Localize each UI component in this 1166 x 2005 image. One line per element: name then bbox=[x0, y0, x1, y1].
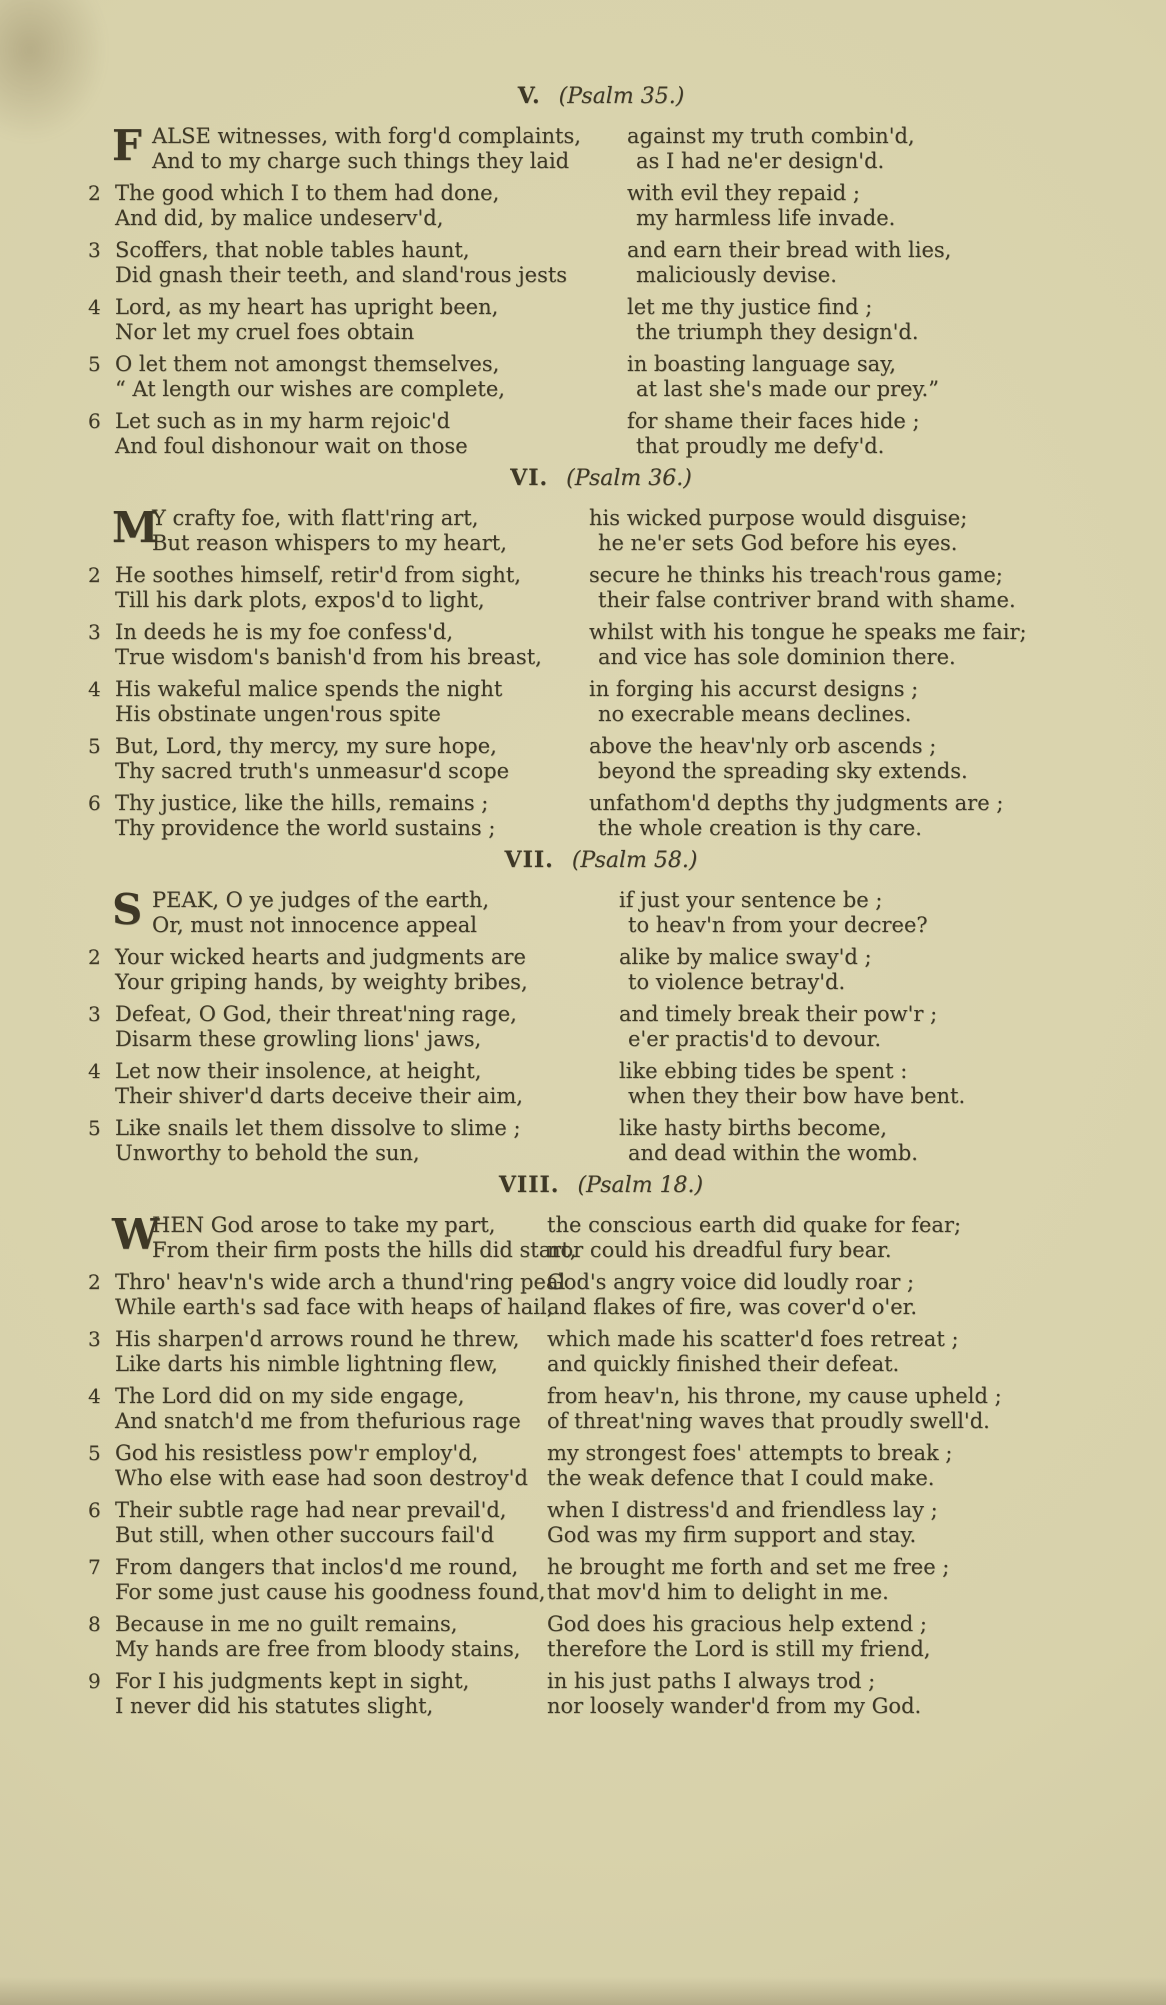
verse-line: In deeds he is my foe confess'd, bbox=[115, 620, 454, 644]
verse-line: at last she's made our prey.” bbox=[636, 377, 939, 401]
line-left-half: I never did his statutes slight, bbox=[115, 1694, 434, 1718]
verse-row bbox=[88, 352, 1114, 402]
line-left-half: Thro' heav'n's wide arch a thund'ring peal bbox=[115, 1270, 566, 1294]
verse-number: 4 bbox=[88, 295, 101, 319]
verse-right-column bbox=[575, 1059, 1114, 1109]
verse-line: Or, must not innocence appeal bbox=[152, 913, 477, 937]
verse-right-column bbox=[575, 888, 1114, 938]
verse-right-column bbox=[575, 945, 1114, 995]
verse-left-column bbox=[115, 677, 575, 727]
line-right-half: God's angry voice did loudly roar ; bbox=[547, 1270, 915, 1294]
verse-number bbox=[88, 506, 115, 556]
verse-line: And did, by malice undeserv'd, bbox=[115, 206, 444, 230]
verse-left-column bbox=[115, 1116, 575, 1166]
verse-line: my harmless life invade. bbox=[636, 206, 896, 230]
verse-line bbox=[115, 1637, 1114, 1662]
verse-left-column bbox=[115, 620, 575, 670]
verse-row bbox=[88, 1555, 1114, 1605]
verse-lines bbox=[115, 1612, 1114, 1662]
verse-line: their false contriver brand with shame. bbox=[598, 588, 1016, 612]
section-numeral: VII. bbox=[504, 847, 554, 873]
verse-right-column bbox=[575, 181, 1114, 231]
verse-row bbox=[88, 121, 1114, 174]
verse-line: But reason whispers to my heart, bbox=[152, 531, 507, 555]
verse-row bbox=[88, 1059, 1114, 1109]
verse-lines bbox=[115, 1555, 1114, 1605]
verse-line: Your wicked hearts and judgments are bbox=[115, 945, 526, 969]
line-left-half: His sharpen'd arrows round he threw, bbox=[115, 1327, 520, 1351]
verse-number: 2 bbox=[88, 945, 101, 969]
verse-line: Let such as in my harm rejoic'd bbox=[115, 409, 451, 433]
verse-line bbox=[115, 1498, 1114, 1523]
drop-cap: F bbox=[112, 121, 142, 170]
verse-line: no execrable means declines. bbox=[598, 702, 912, 726]
verse-line: secure he thinks his treach'rous game; bbox=[589, 563, 1003, 587]
verse-number: 8 bbox=[88, 1612, 101, 1636]
verse-line: And foul dishonour wait on those bbox=[115, 434, 468, 458]
verse-line: beyond the spreading sky extends. bbox=[598, 759, 968, 783]
verse-row bbox=[88, 503, 1114, 556]
verse-line: ALSE witnesses, with forg'd complaints, bbox=[152, 124, 581, 148]
verse-line: that proudly me defy'd. bbox=[636, 434, 885, 458]
section-numeral: VIII. bbox=[498, 1172, 560, 1198]
line-left-half: HEN God arose to take my part, bbox=[152, 1213, 496, 1237]
verse-left-column bbox=[115, 563, 575, 613]
verse-lines bbox=[115, 1270, 1114, 1320]
verse-number: 9 bbox=[88, 1669, 101, 1693]
psalm-section-vi bbox=[88, 466, 1114, 841]
verse-left-column bbox=[115, 409, 575, 459]
verse-right-column bbox=[575, 124, 1114, 174]
verse-line: for shame their faces hide ; bbox=[627, 409, 920, 433]
verse-line: e'er practis'd to devour. bbox=[628, 1027, 881, 1051]
verse-left-column bbox=[112, 885, 575, 938]
verse-line: in boasting language say, bbox=[627, 352, 896, 376]
verse-number: 5 bbox=[88, 734, 101, 758]
verse-line: Like snails let them dissolve to slime ; bbox=[115, 1116, 521, 1140]
verse-row bbox=[88, 791, 1114, 841]
verse-line: when they their bow have bent. bbox=[628, 1084, 966, 1108]
verse-line bbox=[115, 1694, 1114, 1719]
verse-line: like hasty births become, bbox=[619, 1116, 887, 1140]
verse-line bbox=[115, 1523, 1114, 1548]
verse-left-column bbox=[112, 503, 575, 556]
verse-line: and earn their bread with lies, bbox=[627, 238, 952, 262]
verse-line bbox=[115, 1612, 1114, 1637]
verse-line: Thy providence the world sustains ; bbox=[115, 816, 496, 840]
verse-left-column bbox=[115, 791, 575, 841]
section-numeral: V. bbox=[517, 83, 541, 109]
line-right-half: in his just paths I always trod ; bbox=[547, 1669, 876, 1693]
verse-row bbox=[88, 945, 1114, 995]
verse-line bbox=[115, 1238, 1114, 1263]
line-left-half: Because in me no guilt remains, bbox=[115, 1612, 458, 1636]
verse-line bbox=[115, 1270, 1114, 1295]
line-right-half: of threat'ning waves that proudly swell'd. bbox=[547, 1409, 990, 1433]
line-left-half: But still, when other succours fail'd bbox=[115, 1523, 495, 1547]
verse-line: Lord, as my heart has upright been, bbox=[115, 295, 499, 319]
verse-line: his wicked purpose would disguise; bbox=[589, 506, 968, 530]
verse-number: 5 bbox=[88, 1441, 101, 1465]
verse-number: 2 bbox=[88, 181, 101, 205]
verse-lines bbox=[115, 1441, 1114, 1491]
psalm-reference: (Psalm 58.) bbox=[571, 848, 698, 873]
verse-number bbox=[88, 124, 115, 174]
section-heading bbox=[88, 466, 1114, 491]
verse-row bbox=[88, 1116, 1114, 1166]
verse-right-column bbox=[575, 563, 1114, 613]
verse-number: 3 bbox=[88, 238, 101, 262]
line-left-half: Their subtle rage had near prevail'd, bbox=[115, 1498, 507, 1522]
psalm-reference: (Psalm 36.) bbox=[566, 466, 692, 491]
verse-row bbox=[88, 1612, 1114, 1662]
verse-line: in forging his accurst designs ; bbox=[589, 677, 919, 701]
verse-number: 2 bbox=[88, 563, 101, 587]
verse-line: against my truth combin'd, bbox=[627, 124, 915, 148]
verse-right-column bbox=[575, 295, 1114, 345]
verse-line: and dead within the womb. bbox=[628, 1141, 918, 1165]
verse-line: unfathom'd depths thy judgments are ; bbox=[589, 791, 1004, 815]
line-right-half: God was my firm support and stay. bbox=[547, 1523, 917, 1547]
verse-right-column bbox=[575, 409, 1114, 459]
verse-number: 4 bbox=[88, 677, 101, 701]
verse-line bbox=[115, 1327, 1114, 1352]
verse-row bbox=[88, 885, 1114, 938]
psalm-reference: (Psalm 35.) bbox=[558, 84, 685, 109]
verse-line: But, Lord, thy mercy, my sure hope, bbox=[115, 734, 497, 758]
verse-line: Defeat, O God, their threat'ning rage, bbox=[115, 1002, 517, 1026]
verse-right-column bbox=[575, 734, 1114, 784]
line-left-half: And snatch'd me from thefurious rage bbox=[115, 1409, 521, 1433]
verse-line: whilst with his tongue he speaks me fair; bbox=[589, 620, 1027, 644]
verse-row bbox=[88, 620, 1114, 670]
verse-row bbox=[88, 1498, 1114, 1548]
line-right-half: the weak defence that I could make. bbox=[547, 1466, 935, 1490]
psalm-section-viii bbox=[88, 1173, 1114, 1719]
verse-number: 5 bbox=[88, 1116, 101, 1140]
drop-cap: S bbox=[112, 885, 143, 934]
verse-line: he ne'er sets God before his eyes. bbox=[598, 531, 958, 555]
verse-line: Y crafty foe, with flatt'ring art, bbox=[152, 506, 479, 530]
verse-line: O let them not amongst themselves, bbox=[115, 352, 500, 376]
verse-number: 6 bbox=[88, 409, 101, 433]
verse-row bbox=[88, 1441, 1114, 1491]
verse-line: His obstinate ungen'rous spite bbox=[115, 702, 441, 726]
verse-line: maliciously devise. bbox=[636, 263, 837, 287]
verse-row bbox=[88, 563, 1114, 613]
verse-line: Thy justice, like the hills, remains ; bbox=[115, 791, 489, 815]
verse-left-column bbox=[115, 238, 575, 288]
psalm-reference: (Psalm 18.) bbox=[577, 1173, 704, 1198]
verse-right-column bbox=[575, 620, 1114, 670]
section-numeral: VI. bbox=[510, 465, 549, 491]
line-left-half: For some just cause his goodness found, bbox=[115, 1580, 546, 1604]
verse-left-column bbox=[115, 352, 575, 402]
verse-right-column bbox=[575, 1116, 1114, 1166]
verse-line: alike by malice sway'd ; bbox=[619, 945, 872, 969]
verse-lines bbox=[115, 1669, 1114, 1719]
verse-row bbox=[88, 238, 1114, 288]
line-left-half: My hands are free from bloody stains, bbox=[115, 1637, 521, 1661]
line-right-half: nor could his dreadful fury bear. bbox=[547, 1238, 892, 1262]
verse-line: Your griping hands, by weighty bribes, bbox=[115, 970, 528, 994]
verse-line: to violence betray'd. bbox=[628, 970, 846, 994]
verse-right-column bbox=[575, 506, 1114, 556]
line-right-half: and quickly finished their defeat. bbox=[547, 1352, 900, 1376]
verse-line: with evil they repaid ; bbox=[627, 181, 860, 205]
verse-row bbox=[88, 295, 1114, 345]
line-left-half: While earth's sad face with heaps of hail, bbox=[115, 1295, 554, 1319]
line-right-half: he brought me forth and set me free ; bbox=[547, 1555, 950, 1579]
line-right-half: and flakes of fire, was cover'd o'er. bbox=[547, 1295, 918, 1319]
verse-line: let me thy justice find ; bbox=[627, 295, 873, 319]
line-left-half: God his resistless pow'r employ'd, bbox=[115, 1441, 479, 1465]
verse-line: “ At length our wishes are complete, bbox=[115, 377, 505, 401]
verse-line bbox=[115, 1669, 1114, 1694]
verse-line: The good which I to them had done, bbox=[115, 181, 500, 205]
verse-line bbox=[115, 1213, 1114, 1238]
verse-right-column bbox=[575, 791, 1114, 841]
verse-number bbox=[88, 1213, 115, 1263]
verse-number: 4 bbox=[88, 1384, 101, 1408]
verse-lines bbox=[115, 1384, 1114, 1434]
verse-line: Thy sacred truth's unmeasur'd scope bbox=[115, 759, 510, 783]
line-left-half: From dangers that inclos'd me round, bbox=[115, 1555, 519, 1579]
verse-line: if just your sentence be ; bbox=[619, 888, 883, 912]
verse-line: PEAK, O ye judges of the earth, bbox=[152, 888, 490, 912]
verse-line: His wakeful malice spends the night bbox=[115, 677, 503, 701]
verse-row bbox=[88, 181, 1114, 231]
verse-line bbox=[115, 1409, 1114, 1434]
verse-number: 2 bbox=[88, 1270, 101, 1294]
verse-line: And to my charge such things they laid bbox=[152, 149, 570, 173]
verse-number: 7 bbox=[88, 1555, 101, 1579]
verse-line: to heav'n from your decree? bbox=[628, 913, 928, 937]
verse-row bbox=[88, 1327, 1114, 1377]
verse-row bbox=[88, 409, 1114, 459]
line-right-half: that mov'd him to delight in me. bbox=[547, 1580, 889, 1604]
verse-line bbox=[115, 1580, 1114, 1605]
psalm-section-v bbox=[88, 84, 1114, 459]
line-right-half: my strongest foes' attempts to break ; bbox=[547, 1441, 953, 1465]
verse-line: and vice has sole dominion there. bbox=[598, 645, 956, 669]
section-heading bbox=[88, 848, 1114, 873]
verse-line: Till his dark plots, expos'd to light, bbox=[115, 588, 485, 612]
line-right-half: when I distress'd and friendless lay ; bbox=[547, 1498, 938, 1522]
drop-cap: M bbox=[112, 503, 159, 552]
verse-line: like ebbing tides be spent : bbox=[619, 1059, 908, 1083]
verse-line: and timely break their pow'r ; bbox=[619, 1002, 938, 1026]
verse-row bbox=[88, 1669, 1114, 1719]
verse-lines bbox=[115, 1498, 1114, 1548]
verse-left-column bbox=[115, 945, 575, 995]
line-left-half: From their firm posts the hills did start, bbox=[152, 1238, 577, 1262]
verse-left-column bbox=[115, 295, 575, 345]
verse-line: Their shiver'd darts deceive their aim, bbox=[115, 1084, 523, 1108]
verse-number: 6 bbox=[88, 791, 101, 815]
line-right-half: God does his gracious help extend ; bbox=[547, 1612, 927, 1636]
drop-cap: W bbox=[112, 1210, 160, 1259]
verse-row bbox=[88, 1384, 1114, 1434]
verse-right-column bbox=[575, 352, 1114, 402]
verse-row bbox=[88, 677, 1114, 727]
verse-row bbox=[88, 1210, 1114, 1263]
verse-left-column bbox=[115, 1002, 575, 1052]
verse-line: True wisdom's banish'd from his breast, bbox=[115, 645, 542, 669]
line-left-half: Who else with ease had soon destroy'd bbox=[115, 1466, 528, 1490]
verse-left-column bbox=[112, 121, 581, 174]
line-left-half: The Lord did on my side engage, bbox=[115, 1384, 465, 1408]
verse-line bbox=[115, 1352, 1114, 1377]
line-right-half: the conscious earth did quake for fear; bbox=[547, 1213, 962, 1237]
verse-number: 5 bbox=[88, 352, 101, 376]
verse-line: Nor let my cruel foes obtain bbox=[115, 320, 415, 344]
section-heading bbox=[88, 1173, 1114, 1198]
verse-line bbox=[115, 1555, 1114, 1580]
verse-row bbox=[88, 1270, 1114, 1320]
line-right-half: therefore the Lord is still my friend, bbox=[547, 1637, 931, 1661]
verse-line: Let now their insolence, at height, bbox=[115, 1059, 482, 1083]
verse-number: 3 bbox=[88, 1327, 101, 1351]
verse-lines bbox=[112, 1210, 1114, 1263]
verse-line: He soothes himself, retir'd from sight, bbox=[115, 563, 521, 587]
verse-number bbox=[88, 888, 115, 938]
line-left-half: Like darts his nimble lightning flew, bbox=[115, 1352, 498, 1376]
verse-number: 3 bbox=[88, 1002, 101, 1026]
verse-left-column bbox=[115, 181, 575, 231]
verse-left-column bbox=[115, 734, 575, 784]
verse-row bbox=[88, 734, 1114, 784]
verse-line: as I had ne'er design'd. bbox=[636, 149, 885, 173]
verse-number: 4 bbox=[88, 1059, 101, 1083]
verse-number: 6 bbox=[88, 1498, 101, 1522]
section-heading bbox=[88, 84, 1114, 109]
psalm-section-vii bbox=[88, 848, 1114, 1166]
verse-line: Disarm these growling lions' jaws, bbox=[115, 1027, 482, 1051]
verse-row bbox=[88, 1002, 1114, 1052]
verse-right-column bbox=[575, 238, 1114, 288]
verse-line bbox=[115, 1295, 1114, 1320]
verse-line: Did gnash their teeth, and sland'rous jests bbox=[115, 263, 568, 287]
verse-right-column bbox=[575, 1002, 1114, 1052]
verse-line: the whole creation is thy care. bbox=[598, 816, 922, 840]
line-right-half: from heav'n, his throne, my cause upheld ; bbox=[547, 1384, 1002, 1408]
verse-line: Scoffers, that noble tables haunt, bbox=[115, 238, 470, 262]
line-right-half: which made his scatter'd foes retreat ; bbox=[547, 1327, 959, 1351]
verse-left-column bbox=[115, 1059, 575, 1109]
verse-line bbox=[115, 1441, 1114, 1466]
verse-lines bbox=[115, 1327, 1114, 1377]
line-left-half: For I his judgments kept in sight, bbox=[115, 1669, 470, 1693]
verse-number: 3 bbox=[88, 620, 101, 644]
verse-line bbox=[115, 1466, 1114, 1491]
verse-line bbox=[115, 1384, 1114, 1409]
line-right-half: nor loosely wander'd from my God. bbox=[547, 1694, 922, 1718]
verse-line: the triumph they design'd. bbox=[636, 320, 919, 344]
verse-line: Unworthy to behold the sun, bbox=[115, 1141, 420, 1165]
verse-line: above the heav'nly orb ascends ; bbox=[589, 734, 937, 758]
verse-right-column bbox=[575, 677, 1114, 727]
